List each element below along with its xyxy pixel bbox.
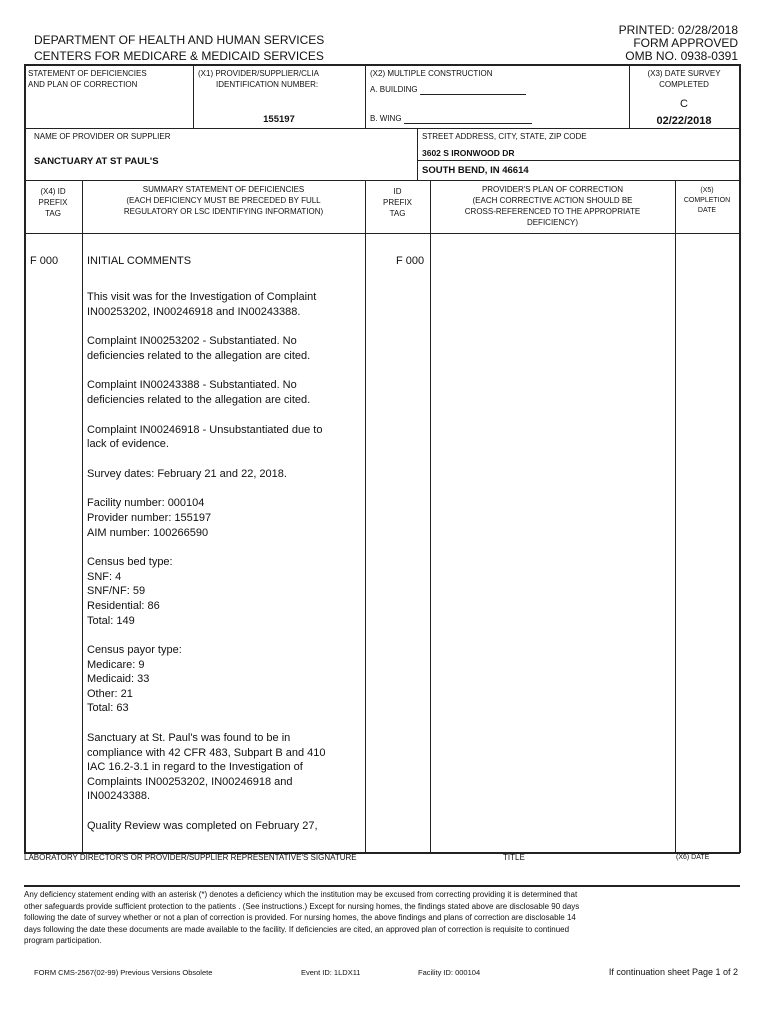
footnote: Any deficiency statement ending with an asterisk (*) denotes a deficiency which the institution may be excused from correcting providing it is determined that other safeguards provide sufficient protection to the patients . (See instructions.) Except for nursing homes, the findings stated above are disclosable 90 days following the date of survey whether or not a plan of correction is provided. For nursing homes, the above findings and plans of correction are disclosable 14 days following the date these documents are made available to the facility. If deficiencies are cited, an approved plan of correction is requisite to continued program participation. — [24, 890, 580, 946]
event-id: Event ID: 1LDX11 — [301, 968, 361, 977]
paragraph: Survey dates: February 21 and 22, 2018. — [87, 467, 287, 480]
continuation-sheet: If continuation sheet Page 1 of 2 — [608, 967, 738, 977]
city-state-zip: SOUTH BEND, IN 46614 — [422, 165, 529, 176]
frame-right — [739, 64, 741, 853]
printed-date: PRINTED: 02/28/2018 — [618, 23, 738, 37]
id-header: ID PREFIX TAG — [383, 187, 412, 218]
title-label: TITLE — [503, 853, 525, 862]
provider-name-label: NAME OF PROVIDER OR SUPPLIER — [34, 132, 171, 141]
form-id: FORM CMS-2567(02-99) Previous Versions Obsolete — [34, 968, 213, 977]
paragraph: This visit was for the Investigation of Complaint IN00253202, IN00246918 and IN00243388. — [87, 291, 317, 318]
divider-2 — [24, 180, 740, 181]
paragraph: Facility number: 000104 Provider number: 155197 AIM number: 100266590 — [87, 497, 212, 539]
paragraph: Census payor type: Medicare: 9 Medicaid: 33 Other: 21 Total: 63 — [87, 644, 182, 715]
frame-left — [24, 64, 26, 853]
paragraph: Complaint IN00243388 - Substantiated. No deficiencies related to the allegation are cited. — [87, 379, 311, 406]
x5-header: (X5) COMPLETION DATE — [683, 187, 731, 214]
paragraph: Sanctuary at St. Paul's was found to be in compliance with 42 CFR 483, Subpart B and 410 IAC 16.2-3.1 in regard to the Investigation of Complaints IN00253202, IN00246918 and IN00243388. — [87, 732, 326, 803]
plan-header: PROVIDER'S PLAN OF CORRECTION (EACH CORRECTIVE ACTION SHOULD BE CROSS-REFERENCED TO THE APPROPRIATE DEFICIENCY) — [464, 185, 641, 227]
summary-header: SUMMARY STATEMENT OF DEFICIENCIES (EACH DEFICIENCY MUST BE PRECEDED BY FULL REGULATORY OR LSC IDENTIFYING INFORMATION) — [123, 185, 324, 216]
paragraph: Complaint IN00246918 - Unsubstantiated due to lack of evidence. — [87, 423, 323, 451]
survey-date: 02/22/2018 — [656, 115, 712, 127]
statement-label: STATEMENT OF DEFICIENCIES AND PLAN OF CORRECTION — [28, 69, 147, 89]
address-label: STREET ADDRESS, CITY, STATE, ZIP CODE — [422, 132, 587, 141]
sep-col-2 — [365, 180, 366, 852]
omb-number: OMB NO. 0938-0391 — [625, 49, 738, 63]
x4-header: (X4) ID PREFIX TAG — [38, 187, 68, 218]
street-address: 3602 S IRONWOOD DR — [422, 148, 515, 158]
sep-x2 — [365, 64, 366, 128]
divider-1 — [24, 128, 740, 129]
sep-provider — [417, 128, 418, 180]
sep-address — [417, 160, 739, 161]
paragraph: Census bed type: SNF: 4 SNF/NF: 59 Residential: 86 Total: 149 — [87, 556, 173, 627]
section-heading: INITIAL COMMENTS — [87, 255, 192, 267]
signature-bottom-line — [24, 885, 740, 887]
x3-label: (X3) DATE SURVEY COMPLETED — [647, 69, 721, 89]
sep-col-1 — [82, 180, 83, 852]
building-field: A. BUILDING — [370, 84, 526, 95]
facility-id: Facility ID: 000104 — [418, 968, 481, 977]
divider-3 — [24, 233, 740, 234]
sep-col-4 — [675, 180, 676, 852]
frame-top — [24, 64, 740, 66]
tag-right: F 000 — [396, 255, 425, 267]
department-title: DEPARTMENT OF HEALTH AND HUMAN SERVICES — [34, 33, 325, 47]
x2-label: (X2) MULTIPLE CONSTRUCTION — [370, 69, 493, 78]
signature-label: LABORATORY DIRECTOR'S OR PROVIDER/SUPPLIER REPRESENTATIVE'S SIGNATURE — [24, 853, 357, 862]
x3-code: C — [680, 98, 688, 110]
form-approved: FORM APPROVED — [633, 36, 738, 50]
paragraph: Complaint IN00253202 - Substantiated. No deficiencies related to the allegation are cited. — [87, 335, 311, 362]
wing-field: B. WING — [370, 113, 532, 124]
date-label: (X6) DATE — [676, 854, 710, 861]
x1-label: (X1) PROVIDER/SUPPLIER/CLIA IDENTIFICATION NUMBER: — [198, 69, 319, 89]
provider-name: SANCTUARY AT ST PAUL'S — [34, 156, 159, 167]
tag-left: F 000 — [30, 255, 59, 267]
sep-col-3 — [430, 180, 431, 852]
agency-title: CENTERS FOR MEDICARE & MEDICAID SERVICES — [34, 49, 324, 63]
provider-number: 155197 — [263, 114, 295, 125]
paragraph: Quality Review was completed on February 27, — [87, 820, 318, 833]
comments-body — [87, 290, 365, 849]
